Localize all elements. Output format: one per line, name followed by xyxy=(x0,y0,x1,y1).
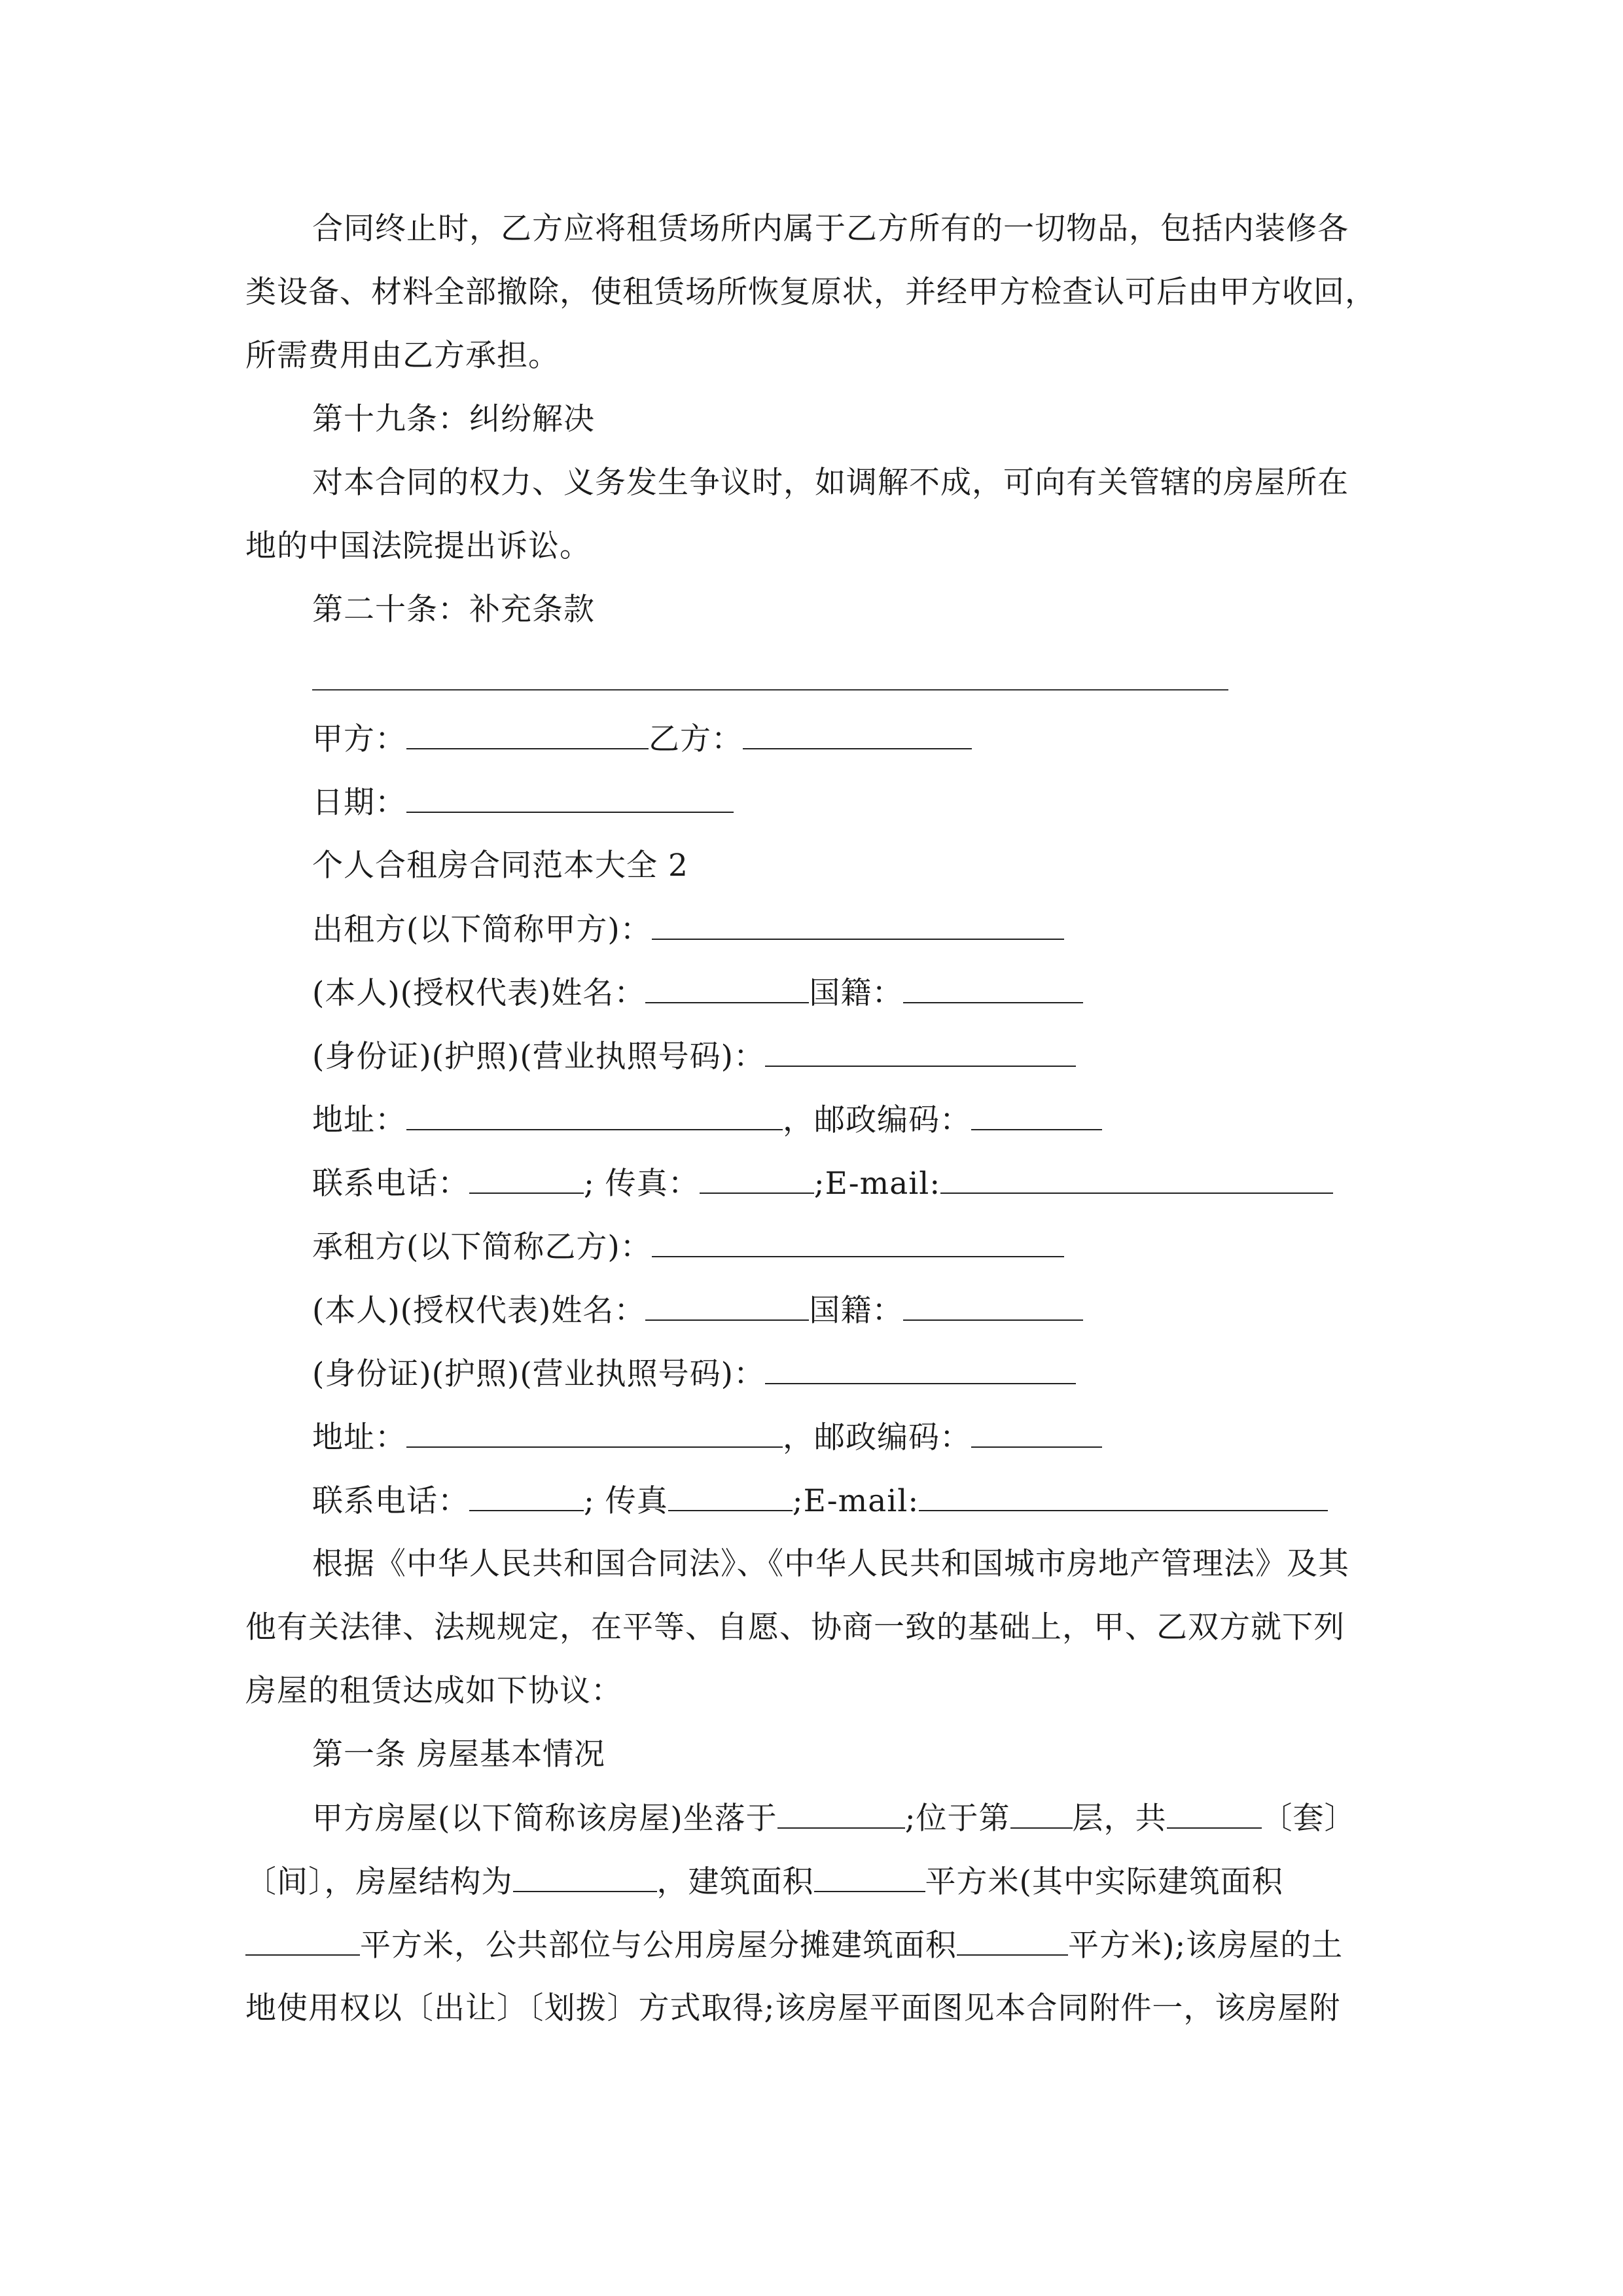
lessee-id-label: (身份证)(护照)(营业执照号码)： xyxy=(312,1356,766,1392)
lessee-name-blank[interactable] xyxy=(645,1291,809,1321)
lessor-email-blank[interactable] xyxy=(940,1164,1333,1194)
lessee-email-blank[interactable] xyxy=(919,1481,1328,1511)
paragraph-line: 类设备、材料全部撤除，使租赁场所恢复原状，并经甲方检查认可后由甲方收回， xyxy=(245,274,1376,310)
article-1-line xyxy=(245,1926,1343,1965)
supplementary-clause-blank-line xyxy=(312,689,1228,691)
lessor-postcode-label: ，邮政编码： xyxy=(783,1102,971,1138)
actual-area-blank[interactable] xyxy=(245,1926,360,1956)
date-blank[interactable] xyxy=(406,783,734,813)
units-blank[interactable] xyxy=(1167,1799,1262,1829)
lessee-name-line xyxy=(312,1291,1083,1331)
floor-area-blank[interactable] xyxy=(814,1862,925,1892)
article-20-heading: 第二十条：补充条款 xyxy=(312,592,595,628)
lessor-email-label: ;E-mail: xyxy=(813,1166,941,1202)
lessee-address-line xyxy=(312,1418,1102,1458)
party-b-label: 乙方： xyxy=(649,721,743,757)
paragraph-line: 他有关法律、法规规定，在平等、自愿、协商一致的基础上，甲、乙双方就下列 xyxy=(245,1609,1345,1645)
lessee-phone-label: 联系电话： xyxy=(312,1483,469,1519)
text-run: 〔套〕 xyxy=(1261,1801,1356,1837)
lessee-fax-label: ; 传真 xyxy=(584,1483,668,1519)
text-run: ;位于第 xyxy=(904,1801,1010,1837)
lessor-address-blank[interactable] xyxy=(406,1100,783,1130)
lessor-name-line xyxy=(312,973,1083,1013)
lessor-phone-label: 联系电话： xyxy=(312,1166,469,1202)
lessee-nationality-label: 国籍： xyxy=(809,1293,904,1329)
text-run: 甲方房屋(以下简称该房屋)坐落于 xyxy=(312,1801,777,1837)
lessor-id-label: (身份证)(护照)(营业执照号码)： xyxy=(312,1039,766,1075)
lessee-name-label: (本人)(授权代表)姓名： xyxy=(312,1293,646,1329)
lessor-address-label: 地址： xyxy=(312,1102,406,1138)
lessee-address-label: 地址： xyxy=(312,1420,406,1456)
paragraph-line: 对本合同的权力、义务发生争议时，如调解不成，可向有关管辖的房屋所在 xyxy=(312,465,1349,501)
location-blank[interactable] xyxy=(777,1799,905,1829)
paragraph-line: 所需费用由乙方承担。 xyxy=(245,338,560,374)
lessee-email-label: ;E-mail: xyxy=(792,1483,919,1519)
lessor-address-line xyxy=(312,1100,1102,1140)
lessee-nationality-blank[interactable] xyxy=(903,1291,1083,1321)
lessee-phone-blank[interactable] xyxy=(469,1481,584,1511)
lessee-id-blank[interactable] xyxy=(765,1354,1076,1384)
text-run: 层，共 xyxy=(1072,1801,1167,1837)
contract-2-title: 个人合租房合同范本大全 2 xyxy=(312,848,688,884)
paragraph-line: 根据《中华人民共和国合同法》、《中华人民共和国城市房地产管理法》及其 xyxy=(312,1546,1349,1582)
lessee-postcode-label: ，邮政编码： xyxy=(783,1420,971,1456)
lessee-postcode-blank[interactable] xyxy=(971,1418,1102,1448)
text-run: 平方米，公共部位与公用房屋分摊建筑面积 xyxy=(360,1928,957,1964)
article-1-line xyxy=(245,1862,1283,1902)
lessor-nationality-label: 国籍： xyxy=(809,975,904,1011)
shared-area-blank[interactable] xyxy=(957,1926,1068,1956)
party-b-blank[interactable] xyxy=(743,719,972,749)
floor-blank[interactable] xyxy=(1010,1799,1073,1829)
article-19-heading: 第十九条：纠纷解决 xyxy=(312,401,595,437)
lessor-line xyxy=(312,910,1064,950)
lessor-phone-blank[interactable] xyxy=(469,1164,584,1194)
text-run: 平方米(其中实际建筑面积 xyxy=(925,1864,1283,1900)
text-run: 平方米);该房屋的土 xyxy=(1068,1928,1344,1964)
lessor-id-blank[interactable] xyxy=(765,1037,1076,1067)
lessee-blank[interactable] xyxy=(652,1227,1064,1257)
lessee-address-blank[interactable] xyxy=(406,1418,783,1448)
lessor-name-label: (本人)(授权代表)姓名： xyxy=(312,975,646,1011)
lessor-blank[interactable] xyxy=(652,910,1064,940)
lessee-fax-blank[interactable] xyxy=(668,1481,793,1511)
signature-parties-line xyxy=(312,719,972,759)
lessor-label: 出租方(以下简称甲方)： xyxy=(312,912,652,948)
date-label: 日期： xyxy=(312,785,406,821)
text-run: ，建筑面积 xyxy=(656,1864,814,1900)
lessor-nationality-blank[interactable] xyxy=(903,973,1083,1003)
article-1-line xyxy=(312,1799,1356,1839)
article-1-line: 地使用权以〔出让〕〔划拨〕方式取得;该房屋平面图见本合同附件一，该房屋附 xyxy=(245,1990,1341,2026)
lessee-contact-line xyxy=(312,1481,1328,1521)
text-run: 〔间〕，房屋结构为 xyxy=(245,1864,513,1900)
lessor-postcode-blank[interactable] xyxy=(971,1100,1102,1130)
article-1-heading: 第一条 房屋基本情况 xyxy=(312,1736,605,1772)
paragraph-line: 合同终止时，乙方应将租赁场所内属于乙方所有的一切物品，包括内装修各 xyxy=(312,211,1349,247)
lessee-label: 承租方(以下简称乙方)： xyxy=(312,1229,652,1265)
party-a-blank[interactable] xyxy=(406,719,649,749)
lessor-name-blank[interactable] xyxy=(645,973,809,1003)
lessor-fax-label: ; 传真： xyxy=(584,1166,700,1202)
lessor-fax-blank[interactable] xyxy=(700,1164,814,1194)
structure-blank[interactable] xyxy=(513,1862,657,1892)
lessee-id-line xyxy=(312,1354,1076,1394)
paragraph-line: 地的中国法院提出诉讼。 xyxy=(245,528,591,564)
lessor-contact-line xyxy=(312,1164,1333,1204)
signature-date-line xyxy=(312,783,734,823)
lessor-id-line xyxy=(312,1037,1076,1077)
lessee-line xyxy=(312,1227,1064,1267)
paragraph-line: 房屋的租赁达成如下协议： xyxy=(245,1673,622,1709)
party-a-label: 甲方： xyxy=(312,721,406,757)
